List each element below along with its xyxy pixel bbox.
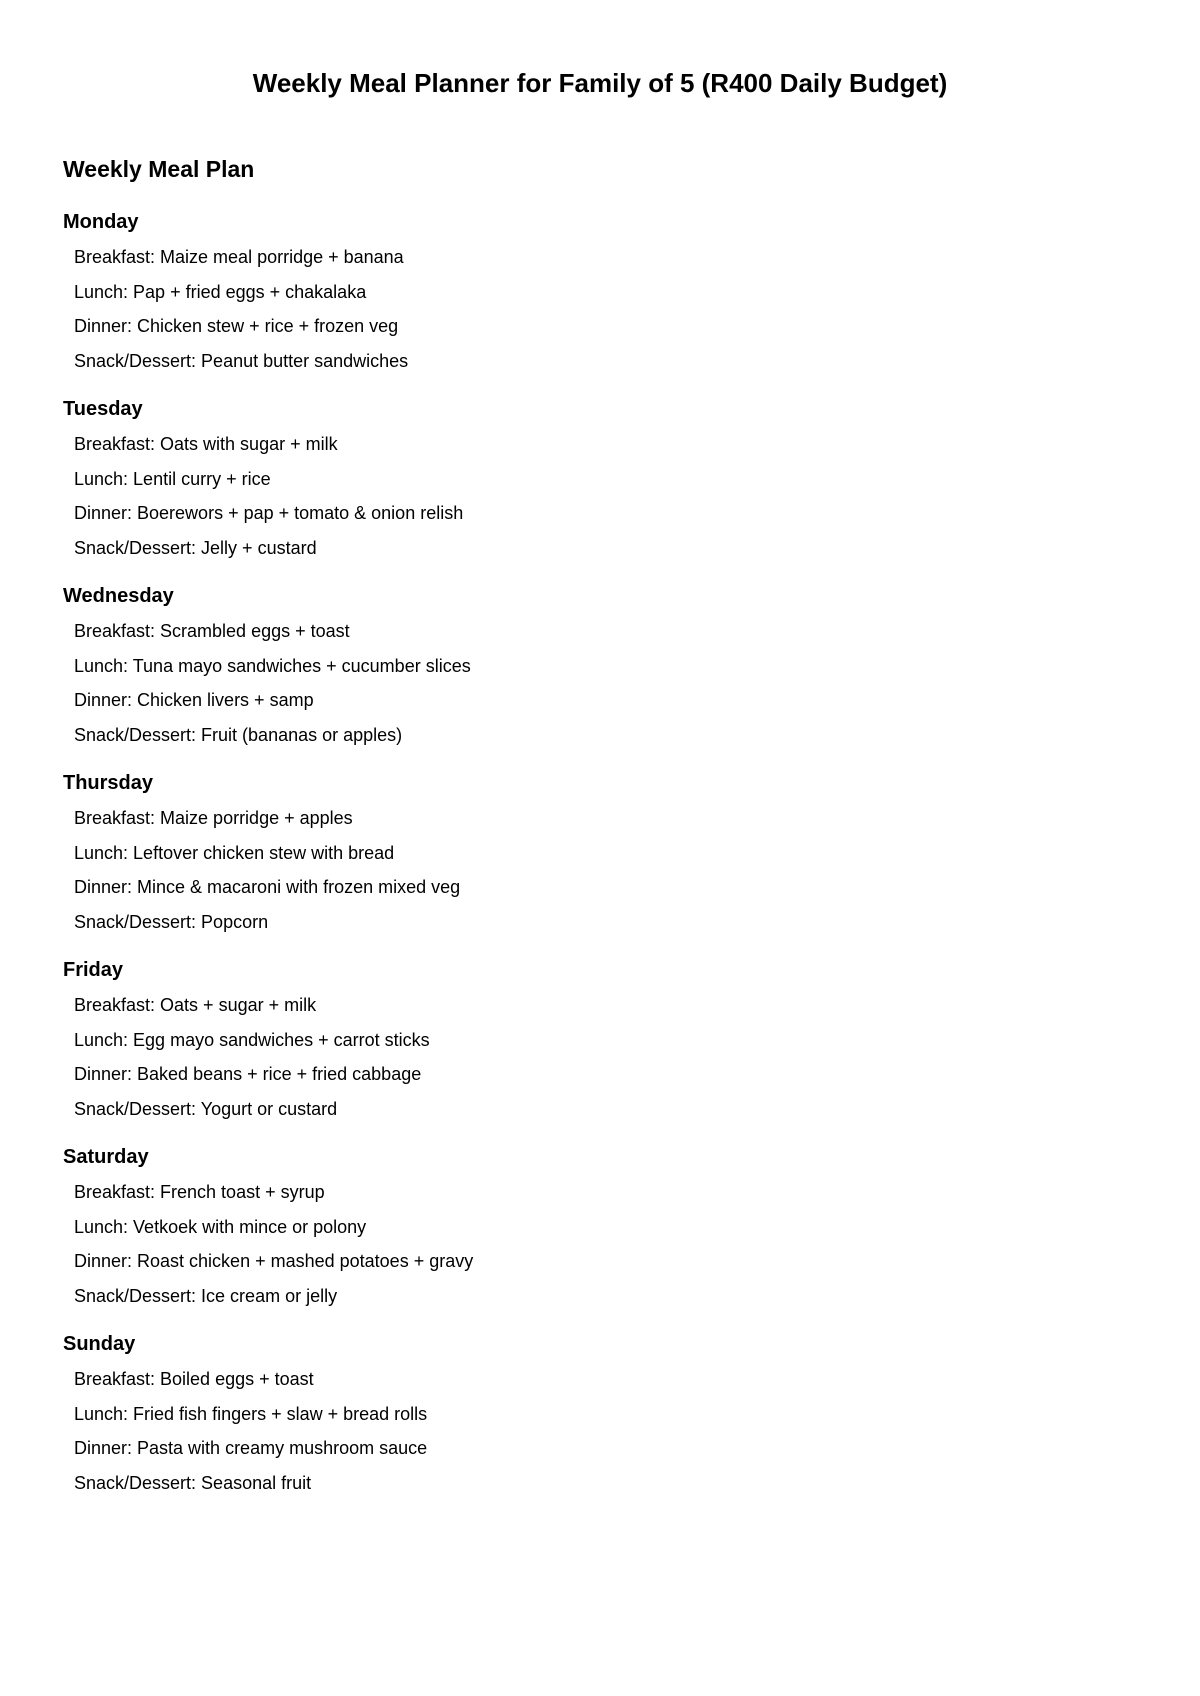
meal-lunch: Lunch: Vetkoek with mince or polony xyxy=(74,1216,367,1237)
meal-lunch: Lunch: Leftover chicken stew with bread xyxy=(74,842,395,863)
meal-lunch: Lunch: Pap + fried eggs + chakalaka xyxy=(74,281,367,302)
meal-snack: Snack/Dessert: Seasonal fruit xyxy=(74,1472,312,1493)
day-thursday xyxy=(63,768,1063,939)
meal-breakfast: Breakfast: Scrambled eggs + toast xyxy=(74,621,350,641)
meal-breakfast: Breakfast: Oats with sugar + milk xyxy=(74,434,338,454)
document-title: Weekly Meal Planner for Family of 5 (R400 Daily Budget) xyxy=(252,68,948,98)
meal-lunch: Lunch: Fried fish fingers + slaw + bread rolls xyxy=(74,1403,428,1424)
day-sunday xyxy=(63,1329,1063,1500)
meal-breakfast: Breakfast: French toast + syrup xyxy=(74,1182,325,1202)
meal-snack: Snack/Dessert: Fruit (bananas or apples) xyxy=(74,724,403,745)
day-heading: Sunday xyxy=(63,1333,136,1355)
day-saturday xyxy=(63,1142,1063,1313)
meal-lunch: Lunch: Egg mayo sandwiches + carrot sticks xyxy=(74,1029,430,1050)
day-wednesday xyxy=(63,581,1063,752)
meal-dinner: Dinner: Chicken livers + samp xyxy=(74,690,314,710)
day-heading: Friday xyxy=(63,959,124,981)
day-friday xyxy=(63,955,1063,1126)
meal-snack: Snack/Dessert: Peanut butter sandwiches xyxy=(74,350,409,371)
meal-dinner: Dinner: Chicken stew + rice + frozen veg xyxy=(74,316,399,336)
meal-snack: Snack/Dessert: Jelly + custard xyxy=(74,537,317,558)
meal-breakfast: Breakfast: Maize meal porridge + banana xyxy=(74,247,404,267)
day-heading: Saturday xyxy=(63,1146,149,1168)
meal-snack: Snack/Dessert: Yogurt or custard xyxy=(74,1098,338,1119)
meal-lunch: Lunch: Lentil curry + rice xyxy=(74,468,271,489)
day-monday xyxy=(63,207,1063,378)
meal-breakfast: Breakfast: Boiled eggs + toast xyxy=(74,1369,314,1389)
meal-dinner: Dinner: Pasta with creamy mushroom sauce xyxy=(74,1438,428,1458)
day-heading: Tuesday xyxy=(63,398,143,420)
meal-snack: Snack/Dessert: Popcorn xyxy=(74,911,269,932)
day-heading: Wednesday xyxy=(63,585,174,607)
day-heading: Monday xyxy=(63,211,139,233)
meal-dinner: Dinner: Boerewors + pap + tomato & onion relish xyxy=(74,503,464,523)
meal-breakfast: Breakfast: Oats + sugar + milk xyxy=(74,995,317,1015)
day-list xyxy=(63,207,1063,1516)
meal-dinner: Dinner: Roast chicken + mashed potatoes + gravy xyxy=(74,1251,474,1271)
meal-snack: Snack/Dessert: Ice cream or jelly xyxy=(74,1285,338,1306)
day-heading: Thursday xyxy=(63,772,154,794)
day-tuesday xyxy=(63,394,1063,565)
meal-breakfast: Breakfast: Maize porridge + apples xyxy=(74,808,353,828)
meal-lunch: Lunch: Tuna mayo sandwiches + cucumber slices xyxy=(74,655,471,676)
meal-dinner: Dinner: Baked beans + rice + fried cabbage xyxy=(74,1064,422,1084)
section-title: Weekly Meal Plan xyxy=(63,156,255,182)
meal-dinner: Dinner: Mince & macaroni with frozen mixed veg xyxy=(74,877,461,897)
